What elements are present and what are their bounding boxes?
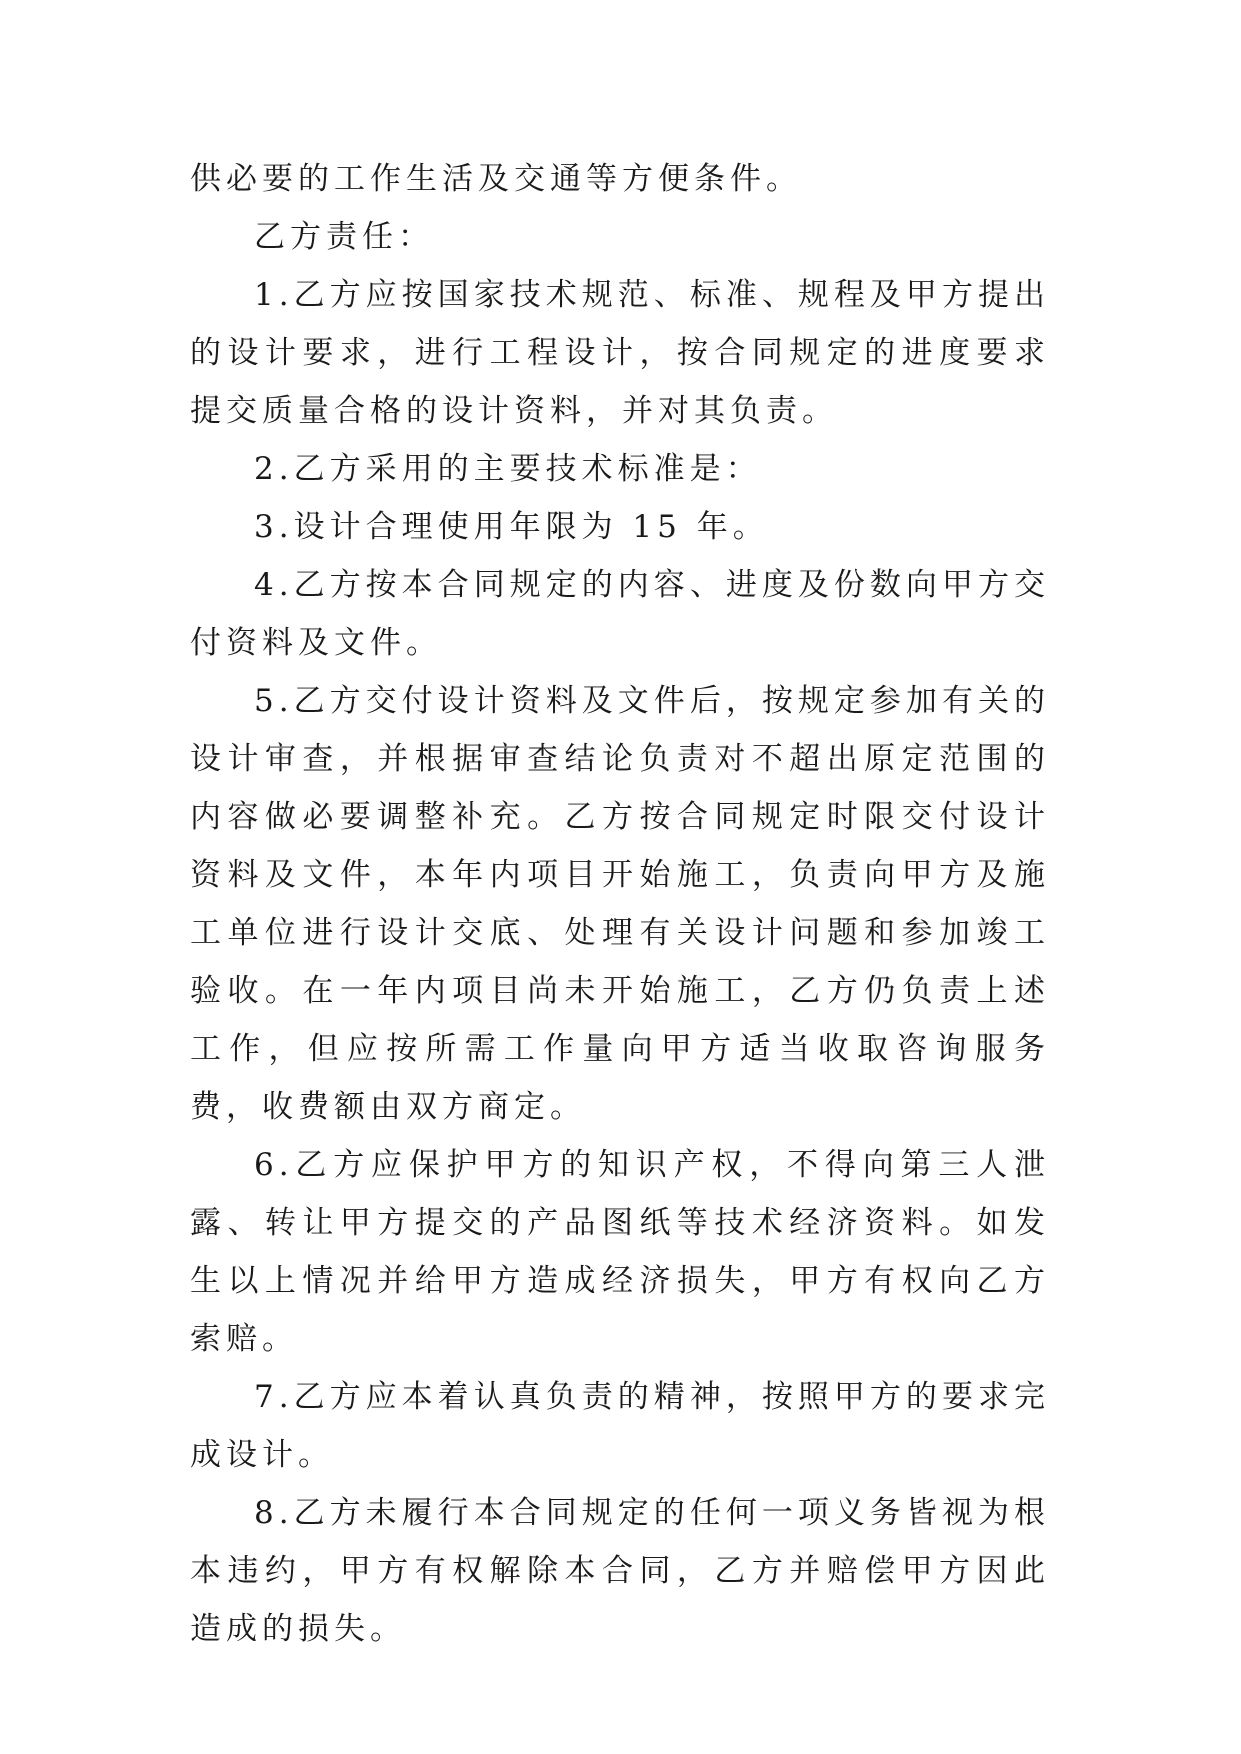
clause-5: 5.乙方交付设计资料及文件后，按规定参加有关的设计审查，并根据审查结论负责对不超出原定范围的内容做必要调整补充。乙方按合同规定时限交付设计资料及文件，本年内项目开始施工，负责向甲方及施工单位进行设计交底、处理有关设计问题和参加竣工验收。在一年内项目尚未开始施工，乙方仍负责上述工作，但应按所需工作量向甲方适当收取咨询服务费，收费额由双方商定。: [190, 683, 1050, 1125]
clause-7: 7.乙方应本着认真负责的精神，按照甲方的要求完成设计。: [190, 1379, 1050, 1473]
section-heading-party-b-responsibilities: 乙方责任：: [254, 219, 434, 255]
paragraph-continuation: 供必要的工作生活及交通等方便条件。: [190, 161, 802, 197]
clause-2: 2.乙方采用的主要技术标准是：: [254, 451, 762, 487]
clause-4: 4.乙方按本合同规定的内容、进度及份数向甲方交付资料及文件。: [190, 567, 1050, 661]
clause-6: 6.乙方应保护甲方的知识产权，不得向第三人泄露、转让甲方提交的产品图纸等技术经济资料。如发生以上情况并给甲方造成经济损失，甲方有权向乙方索赔。: [190, 1147, 1050, 1357]
clause-8: 8.乙方未履行本合同规定的任何一项义务皆视为根本违约，甲方有权解除本合同，乙方并赔偿甲方因此造成的损失。: [190, 1495, 1050, 1647]
document-page: [190, 150, 1050, 1658]
clause-3: 3.设计合理使用年限为 15 年。: [254, 509, 769, 545]
clause-1: 1.乙方应按国家技术规范、标准、规程及甲方提出的设计要求，进行工程设计，按合同规定的进度要求提交质量合格的设计资料，并对其负责。: [190, 277, 1050, 429]
